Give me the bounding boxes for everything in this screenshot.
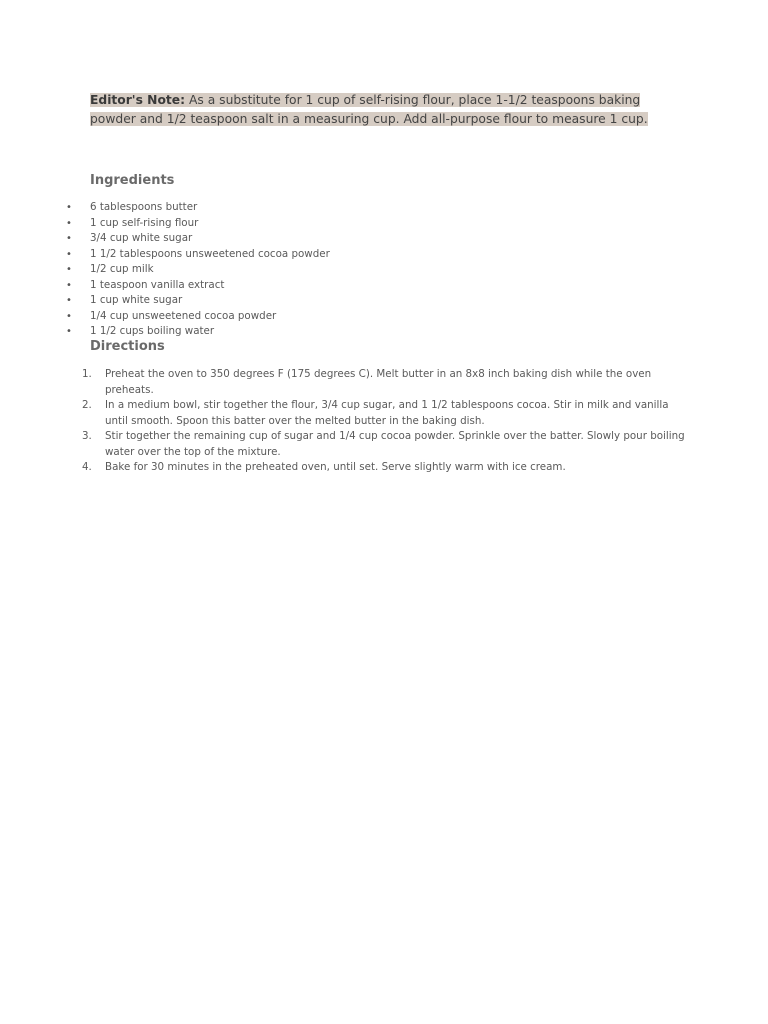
ingredient-text: 1/2 cup milk bbox=[90, 263, 154, 275]
bullet-icon: • bbox=[66, 326, 72, 337]
step-text: Preheat the oven to 350 degrees F (175 degrees C). Melt butter in an 8x8 inch baking dish while the oven preheats. bbox=[105, 368, 652, 396]
step-text: In a medium bowl, stir together the flour, 3/4 cup sugar, and 1 1/2 tablespoons cocoa. Stir in milk and vanilla until smooth. Spoon this batter over the melted butter in the baking dish. bbox=[105, 399, 669, 427]
direction-step bbox=[0, 367, 685, 398]
step-text: Bake for 30 minutes in the preheated oven, until set. Serve slightly warm with ice cream. bbox=[105, 461, 566, 473]
bullet-icon: • bbox=[66, 248, 72, 260]
direction-step bbox=[0, 460, 685, 476]
ingredient-item bbox=[0, 200, 330, 216]
bullet-icon: • bbox=[66, 233, 72, 244]
bullet-icon: • bbox=[66, 310, 72, 322]
step-text: Stir together the remaining cup of sugar and 1/4 cup cocoa powder. Sprinkle over the batter. Slowly pour boiling water over the top of the mixture. bbox=[105, 430, 685, 458]
step-number: 4. bbox=[82, 461, 92, 473]
step-number: 1. bbox=[82, 368, 92, 380]
direction-step bbox=[0, 429, 685, 460]
bullet-icon: • bbox=[66, 202, 72, 213]
ingredient-text: 1 1/2 tablespoons unsweetened cocoa powder bbox=[90, 247, 330, 260]
ingredient-item bbox=[0, 262, 330, 278]
ingredient-text: 1 teaspoon vanilla extract bbox=[90, 278, 225, 291]
ingredient-item bbox=[0, 247, 330, 263]
ingredient-text: 1 cup self-rising flour bbox=[90, 216, 199, 229]
step-number: 3. bbox=[82, 430, 92, 442]
bullet-icon: • bbox=[66, 279, 72, 291]
ingredient-item bbox=[0, 216, 330, 232]
direction-step bbox=[0, 398, 685, 429]
editors-note bbox=[90, 91, 680, 129]
ingredient-item bbox=[0, 309, 330, 325]
ingredient-text: 3/4 cup white sugar bbox=[90, 232, 193, 244]
ingredient-text: 1 1/2 cups boiling water bbox=[90, 325, 215, 337]
ingredient-item bbox=[0, 293, 330, 309]
editors-note-text: As a substitute for 1 cup of self-rising flour, place 1-1/2 teaspoons baking powder and 1/2 teaspoon salt in a measuring cup. Add all-purpose flour to measure 1 cup. bbox=[90, 93, 648, 126]
directions-heading: Directions bbox=[90, 339, 165, 354]
ingredient-text: 1/4 cup unsweetened cocoa powder bbox=[90, 309, 277, 322]
bullet-icon: • bbox=[66, 217, 72, 229]
editors-note-label: Editor's Note: bbox=[90, 93, 186, 107]
step-number: 2. bbox=[82, 399, 92, 411]
ingredient-text: 6 tablespoons butter bbox=[90, 201, 198, 213]
ingredient-item bbox=[0, 278, 330, 294]
editors-note-highlight bbox=[90, 93, 648, 126]
directions-list bbox=[0, 367, 685, 476]
ingredient-item bbox=[0, 324, 330, 340]
ingredient-item bbox=[0, 231, 330, 247]
ingredients-heading: Ingredients bbox=[90, 173, 175, 188]
bullet-icon: • bbox=[66, 295, 72, 306]
bullet-icon: • bbox=[66, 264, 72, 275]
ingredient-text: 1 cup white sugar bbox=[90, 294, 183, 306]
ingredients-list bbox=[0, 200, 330, 340]
